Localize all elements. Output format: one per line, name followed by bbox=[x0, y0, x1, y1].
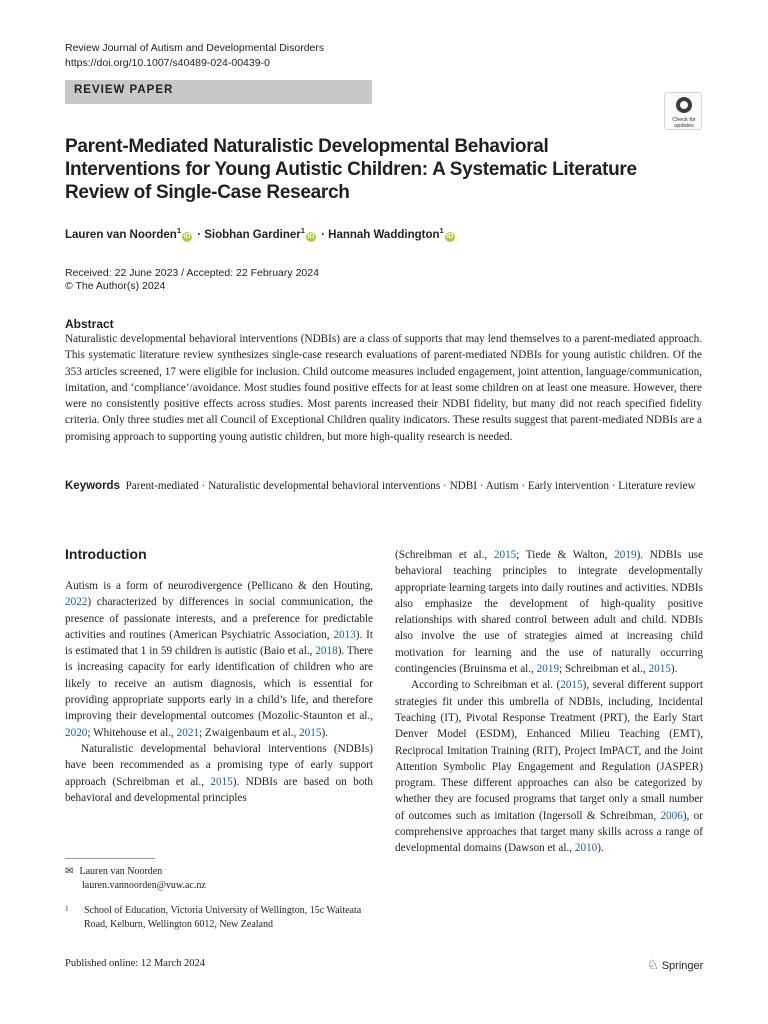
citation-link[interactable]: 2006 bbox=[660, 809, 683, 822]
author-name: Siobhan Gardiner bbox=[204, 228, 301, 241]
citation-link[interactable]: 2013 bbox=[333, 628, 356, 641]
corr-email[interactable]: lauren.vannoorden@vuw.ac.nz bbox=[82, 880, 206, 891]
footnote-divider bbox=[65, 858, 155, 859]
article-type: REVIEW PAPER bbox=[74, 84, 174, 96]
citation-link[interactable]: 2015 bbox=[648, 663, 671, 676]
affiliation-footnote bbox=[65, 904, 365, 932]
paragraph: Naturalistic developmental behavioral interventions (NDBIs) have been recommended as a promising type of early support approach (Schreibman et al., 2015). NDBIs are based on both behavioral and developmental principles bbox=[65, 742, 373, 804]
author-name: Hannah Waddington bbox=[328, 228, 440, 241]
affiliation-number: 1 bbox=[65, 905, 69, 913]
check-updates-line2: updates bbox=[674, 123, 694, 129]
orcid-icon[interactable]: iD bbox=[446, 232, 454, 240]
abstract-heading: Abstract bbox=[65, 317, 114, 331]
paragraph: Autism is a form of neurodivergence (Pellicano & den Houting, 2022) characterized by differences in social communication, the presence of passionate interests, and a preference for predictable activities and routines (American Psychiatric Association, 2013). It is estimated that 1 in 59 children is autistic (Baio et al., 2018). There is increasing capacity for early identification of children who are likely to receive an autism diagnosis, which is essential for providing appropriate supports early in a child’s life, and therefore improving their developmental outcomes (Mozolic-Staunton et al., 2020; Whitehouse et al., 2021; Zwaigenbaum et al., 2015). bbox=[65, 580, 373, 739]
journal-name: Review Journal of Autism and Developmental Disorders bbox=[65, 42, 325, 54]
affiliation-text: School of Education, Victoria University of Wellington, 15c Waiteata Road, Kelburn, Wellington 6012, New Zealand bbox=[84, 905, 362, 930]
doi-link[interactable]: https://doi.org/10.1007/s40489-024-00439-0 bbox=[65, 56, 270, 69]
author-name: Lauren van Noorden bbox=[65, 228, 177, 241]
journal-header bbox=[65, 41, 324, 70]
orcid-icon[interactable]: iD bbox=[307, 232, 315, 240]
corr-name: Lauren van Noorden bbox=[79, 866, 163, 877]
orcid-icon[interactable]: iD bbox=[183, 232, 191, 240]
citation-link[interactable]: 2019 bbox=[614, 549, 637, 561]
received-accepted: Received: 22 June 2023 / Accepted: 22 February 2024 bbox=[65, 267, 319, 279]
body-column-right bbox=[395, 547, 703, 857]
author-list: Lauren van Noorden$^1$iD · Siobhan Gardiner$^1$iD · Hannah Waddington$^1$iD bbox=[65, 226, 454, 241]
article-title: Parent-Mediated Naturalistic Developmental Behavioral Interventions for Young Autistic Children: A Systematic Literature Review of Single-Case Research bbox=[65, 136, 637, 203]
check-for-updates-badge[interactable] bbox=[664, 92, 702, 130]
citation-link[interactable]: 2020 bbox=[65, 726, 88, 739]
citation-link[interactable]: 2015 bbox=[210, 775, 233, 788]
abstract-text: Naturalistic developmental behavioral interventions (NDBIs) are a class of supports that may lend themselves to a parent-mediated approach. This systematic literature review synthesizes single-case research evaluations of parent-mediated NDBIs for young autistic children. Of the 353 articles screened, 17 were eligible for inclusion. Child outcome measures included engagement, joint attention, language/communication, imitation, and ‘compliance’/avoidance. Most studies found positive effects for at least some children on at least one measure. However, there were no consistently positive effects across studies. Most parents increased their NDBI fidelity, but many did not reach specified fidelity criteria. Only three studies met all Council of Exceptional Children quality indicators. These results suggest that parent-mediated NDBIs are a promising approach to supporting young autistic children, but more high-quality research is needed. bbox=[65, 333, 702, 443]
envelope-icon: ✉ bbox=[65, 866, 74, 877]
citation-link[interactable]: 2021 bbox=[176, 726, 200, 739]
author-affiliation: 1 bbox=[300, 226, 305, 235]
keywords bbox=[65, 478, 705, 494]
check-updates-icon bbox=[676, 97, 692, 113]
keywords-label: Keywords bbox=[65, 480, 120, 492]
citation-link[interactable]: 2010 bbox=[574, 842, 598, 855]
author-affiliation: 1 bbox=[176, 226, 181, 235]
paragraph: According to Schreibman et al. (2015), several different support strategies fit under this umbrella of NDBIs, including, Incidental Teaching (IT), Pivotal Response Treatment (PRT), the Early Start Denver Model (ESDM), Enhanced Milieu Teaching (EMT), Reciprocal Imitation Training (RIT), Project ImPACT, and the Joint Attention Symbolic Play Engagement and Regulation (JASPER) program. These different approaches can also be categorized by whether they are focused programs that target only a small number of outcomes such as imitation (Ingersoll & Schreibman, 2006), or comprehensive approaches that target many skills across a range of developmental domains (Dawson et al., 2010). bbox=[395, 679, 703, 855]
springer-horse-icon: ♘ bbox=[647, 957, 659, 972]
corresponding-author bbox=[65, 865, 206, 893]
citation-link[interactable]: 2015 bbox=[560, 679, 583, 692]
publisher-name: Springer bbox=[661, 960, 704, 972]
keywords-text: Parent-mediated · Naturalistic developmental behavioral interventions · NDBI · Autism · Early intervention · Literature review bbox=[125, 480, 696, 492]
citation-link[interactable]: 2015 bbox=[299, 726, 322, 739]
publisher-logo[interactable] bbox=[647, 957, 703, 973]
citation-link[interactable]: 2022 bbox=[65, 596, 88, 609]
check-updates-line1: Check for bbox=[672, 117, 696, 123]
introduction-heading: Introduction bbox=[65, 546, 147, 562]
body-column-left bbox=[65, 578, 373, 806]
citation-link[interactable]: 2019 bbox=[536, 663, 560, 676]
copyright: © The Author(s) 2024 bbox=[65, 279, 166, 292]
published-date: Published online: 12 March 2024 bbox=[65, 958, 205, 969]
paragraph: (Schreibman et al., 2015; Tiede & Walton, 2019). NDBIs use behavioral teaching principles to integrate developmentally appropriate learning targets into daily routines and activities. NDBIs also emphasize the development of high-quality positive relationships with shared control between adult and child. NDBIs also involve the use of strategies aimed at increasing child motivation for learning and the use of naturally occurring contingencies (Bruinsma et al., 2019; Schreibman et al., 2015). bbox=[395, 549, 704, 676]
article-dates bbox=[65, 267, 319, 292]
citation-link[interactable]: 2018 bbox=[315, 645, 338, 658]
article-type-band bbox=[65, 80, 372, 104]
author-affiliation: 1 bbox=[439, 226, 444, 235]
citation-link[interactable]: 2015 bbox=[493, 549, 517, 561]
